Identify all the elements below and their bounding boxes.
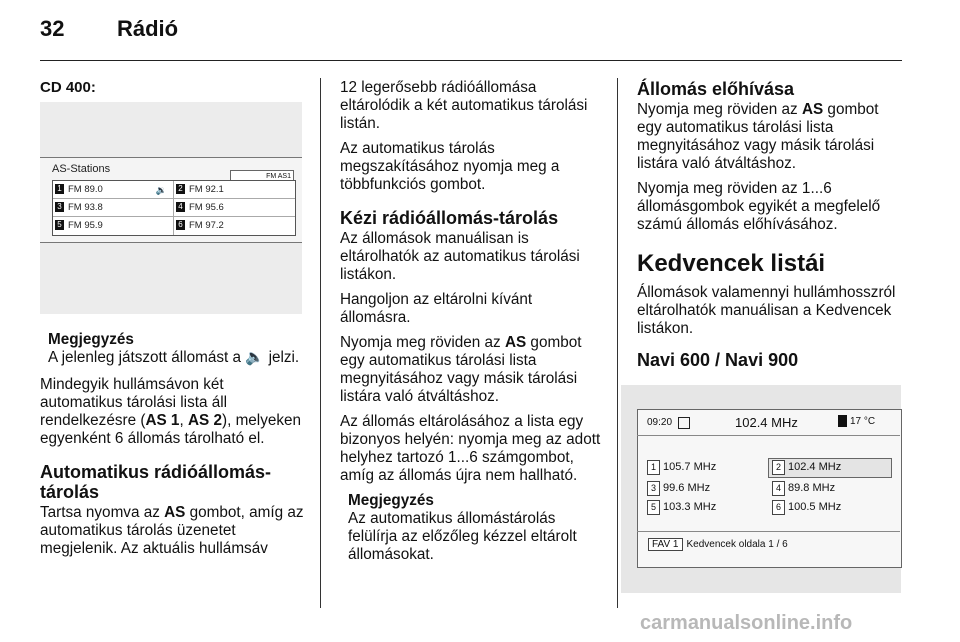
preset-label: FM 89.0 <box>68 184 103 195</box>
paragraph: 12 legerősebb rádióállomása eltárolódik a két automatikus tárolási listán. <box>340 79 588 132</box>
clock-icon <box>678 417 690 429</box>
cd400-tab: FM AS1 <box>230 170 294 181</box>
preset-number: 5 <box>55 220 64 230</box>
fav-button: FAV 1 <box>648 538 683 551</box>
column-2-text <box>340 79 605 564</box>
header-divider <box>40 60 902 61</box>
navi-preset: 5 103.3 MHz <box>647 499 716 515</box>
preset-cell <box>174 181 295 199</box>
navi-preset: 3 99.6 MHz <box>647 480 710 496</box>
preset-label: FM 95.9 <box>68 220 103 231</box>
section-heading: Kézi rádióállomás-tárolás <box>340 208 559 228</box>
navi-temperature: 17 °C <box>850 416 876 427</box>
note-block <box>340 492 605 564</box>
paragraph: Nyomja meg röviden az AS gombot egy automatikus tárolási lista megnyitásához vagy másik tárolási listára való átváltáshoz. <box>340 334 582 405</box>
preset-cell <box>53 181 174 199</box>
note-block <box>48 331 308 367</box>
paragraph: Mindegyik hullámsávon két automatikus tárolási lista áll rendelkezésre (AS 1, AS 2), melyeken egyenként 6 állomás tárolható el. <box>40 376 302 447</box>
paragraph: Nyomja meg röviden az AS gombot egy automatikus tárolási lista megnyitásához vagy másik tárolási listára való átváltáshoz. <box>637 101 879 172</box>
navi-preset: 6 100.5 MHz <box>772 499 841 515</box>
navi-bottom-bar <box>648 538 788 551</box>
preset-number: 6 <box>176 220 185 230</box>
section-heading: Állomás előhívása <box>637 79 795 99</box>
navi-preset: 2 102.4 MHz <box>772 459 841 475</box>
preset-label: FM 97.2 <box>189 220 224 231</box>
navi-time: 09:20 <box>647 417 673 428</box>
preset-cell <box>53 199 174 217</box>
speaker-icon: 🔉 <box>155 185 167 195</box>
paragraph: Az állomások manuálisan is eltárolhatók az automatikus tárolási listákon. <box>340 230 580 283</box>
paragraph: Az automatikus tárolás megszakításához nyomja meg a többfunkciós gombot. <box>340 140 560 193</box>
watermark: carmanualsonline.info <box>640 612 853 634</box>
navi-preset: 1 105.7 MHz <box>647 459 716 475</box>
section-heading: Kedvencek listái <box>637 250 826 277</box>
navi-preset: 4 89.8 MHz <box>772 480 835 496</box>
preset-cell <box>53 217 174 235</box>
preset-number: 3 <box>55 202 64 212</box>
note-title: Megjegyzés <box>48 331 134 348</box>
preset-label: FM 93.8 <box>68 202 103 213</box>
preset-number: 2 <box>176 184 185 194</box>
cd400-heading: CD 400: <box>40 79 96 96</box>
note-text: Az automatikus állomástárolás felülírja az előzőleg kézzel eltárolt állomásokat. <box>348 510 577 563</box>
preset-label: FM 95.6 <box>189 202 224 213</box>
preset-number: 1 <box>55 184 64 194</box>
navi-frequency: 102.4 MHz <box>735 415 798 430</box>
preset-number: 4 <box>176 202 185 212</box>
navi-divider <box>637 531 900 532</box>
paragraph: Az állomás eltárolásához a lista egy bizonyos helyén: nyomja meg az adott helyhez tartozó 1...6 számgombot, amíg az állomás újra nem hallható. <box>340 413 601 484</box>
paragraph: Hangoljon az eltárolni kívánt állomásra. <box>340 291 533 326</box>
fav-page-label: Kedvencek oldala 1 / 6 <box>686 539 788 550</box>
page-number: 32 <box>40 16 65 41</box>
cd400-title: AS-Stations <box>52 163 111 175</box>
column-divider <box>320 78 321 608</box>
section-title: Rádió <box>117 16 179 41</box>
preset-label: FM 92.1 <box>189 184 224 195</box>
note-text: A jelenleg játszott állomást a 🔈 jelzi. <box>48 349 300 366</box>
navi-heading: Navi 600 / Navi 900 <box>637 350 799 370</box>
paragraph: Tartsa nyomva az AS gombot, amíg az automatikus tárolás üzenetet megjelenik. Az aktuális hullámsáv <box>40 504 304 557</box>
column-3-text <box>637 79 902 372</box>
section-heading: Automatikus rádióállomás-tárolás <box>40 462 272 502</box>
note-title: Megjegyzés <box>348 492 434 509</box>
thermometer-icon <box>838 415 847 427</box>
cd400-preset-grid <box>52 180 296 236</box>
preset-cell <box>174 217 295 235</box>
preset-cell <box>174 199 295 217</box>
paragraph: Állomások valamennyi hullámhosszról eltárolhatók manuálisan a Kedvencek listákon. <box>637 284 896 337</box>
paragraph: Nyomja meg röviden az 1...6 állomásgombok egyikét a megfelelő számú állomás előhívásához. <box>637 180 881 233</box>
column-1-text <box>40 376 308 565</box>
column-divider <box>617 78 618 608</box>
